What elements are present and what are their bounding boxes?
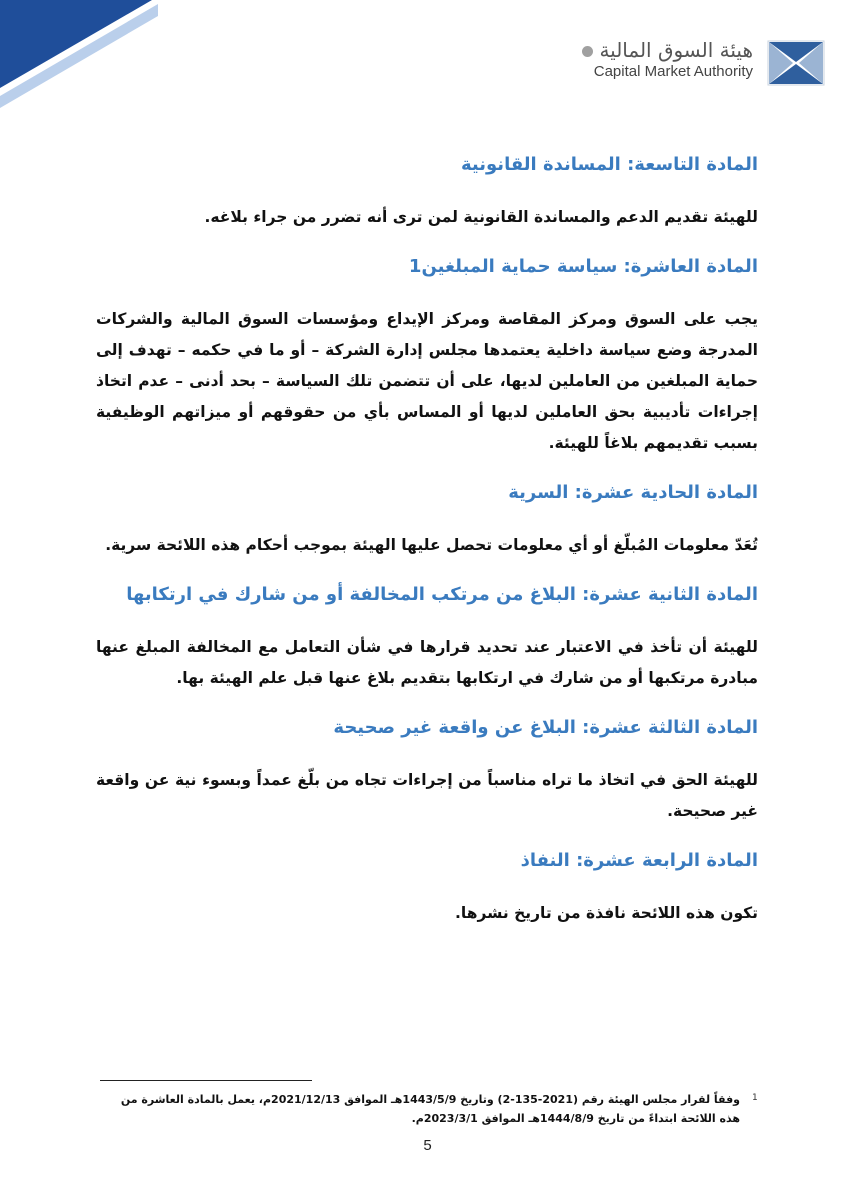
footnote-number: 1 bbox=[752, 1093, 758, 1103]
footnote-text: وفقاً لقرار مجلس الهيئة رقم (2021-135-2) وتاريخ 1443/5/9هـ الموافق 2021/12/13م، يعمل بالمادة العاشرة من هذه اللائحة ابتداءً من تاريخ 1444/8/9هـ الموافق 2023/3/1م. bbox=[120, 1093, 740, 1125]
page-number: 5 bbox=[423, 1137, 432, 1154]
article-14-body: تكون هذه اللائحة نافذة من تاريخ نشرها. bbox=[455, 904, 758, 922]
logo-dot-icon bbox=[582, 46, 593, 57]
footnote-divider bbox=[100, 1080, 312, 1081]
cma-logo bbox=[525, 38, 825, 88]
article-10-heading: المادة العاشرة: سياسة حماية المبلغين1 bbox=[408, 256, 758, 277]
cma-logo-icon bbox=[767, 40, 825, 86]
article-13-body: للهيئة الحق في اتخاذ ما تراه مناسباً من إجراءات تجاه من بلّغ عمداً وبسوء نية عن واقعة غير صحيحة. bbox=[96, 771, 758, 820]
article-12-body: للهيئة أن تأخذ في الاعتبار عند تحديد قرارها في شأن التعامل مع المخالفة المبلغ عنها مبادرة مرتكبها أو من شارك في ارتكابها بتقديم بلاغ عنها قبل علم الهيئة بها. bbox=[96, 638, 758, 687]
article-12-heading: المادة الثانية عشرة: البلاغ من مرتكب المخالفة أو من شارك في ارتكابها bbox=[126, 584, 758, 605]
article-9-body: للهيئة تقديم الدعم والمساندة القانونية لمن ترى أنه تضرر من جراء بلاغه. bbox=[204, 208, 758, 226]
article-9-heading: المادة التاسعة: المساندة القانونية bbox=[461, 154, 758, 175]
document-body bbox=[96, 150, 758, 929]
article-13-heading: المادة الثالثة عشرة: البلاغ عن واقعة غير صحيحة bbox=[333, 717, 758, 738]
article-10-body: يجب على السوق ومركز المقاصة ومركز الإيداع ومؤسسات السوق المالية والشركات المدرجة وضع سياسة داخلية يعتمدها مجلس إدارة الشركة – أو ما في حكمه – تهدف إلى حماية المبلغين من العاملين لديها، على أن تتضمن تلك السياسة – بحد أدنى – عدم اتخاذ إجراءات تأديبية بحق العاملين لديها أو المساس بأي من حقوقهم أو ميزاتهم الوظيفية بسبب تقديمهم بلاغاً للهيئة. bbox=[96, 310, 758, 452]
article-14-heading: المادة الرابعة عشرة: النفاذ bbox=[520, 850, 758, 871]
article-11-body: تُعَدّ معلومات المُبلّغ أو أي معلومات تحصل عليها الهيئة بموجب أحكام هذه اللائحة سرية. bbox=[105, 536, 758, 554]
corner-decoration bbox=[0, 0, 160, 150]
logo-arabic-name: هيئة السوق المالية bbox=[582, 38, 753, 62]
logo-english-name: Capital Market Authority bbox=[593, 63, 753, 80]
article-11-heading: المادة الحادية عشرة: السرية bbox=[508, 482, 758, 503]
